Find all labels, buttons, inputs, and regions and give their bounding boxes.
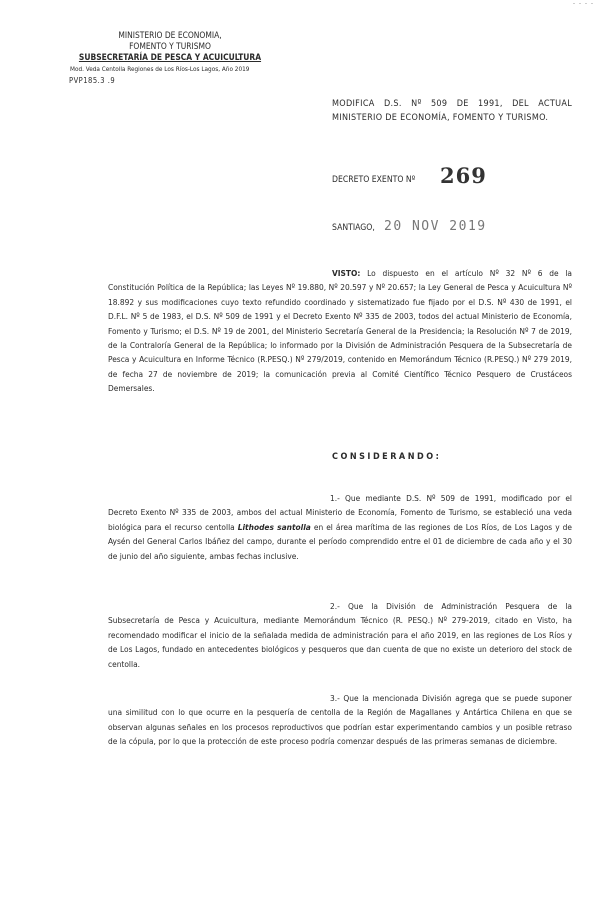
considerando-2: 2.- Que la División de Administración Pesquera de la Subsecretaría de Pesca y Acuicultura, mediante Memorándum Técnico (R. PESQ.) Nº 279-2019, citado en Visto, ha recomendado modificar el inicio de la señalada medida de administración para el año 2019, en las regiones de Los Ríos y de Los Lagos, fundado en antecedentes biológicos y pesqueros que dan cuenta de que no existe un deterioro del stock de centolla. xyxy=(108,601,572,669)
visto-label: VISTO: xyxy=(332,268,361,278)
decree-number: 269 xyxy=(440,163,487,188)
considerando-1 xyxy=(108,491,572,563)
corner-mark: · · · · xyxy=(573,0,594,8)
visto-paragraph xyxy=(108,266,572,396)
decree-title: MODIFICA D.S. Nº 509 DE 1991, DEL ACTUAL MINISTERIO DE ECONOMÍA, FOMENTO Y TURISMO. xyxy=(332,99,572,123)
decree-label: DECRETO EXENTO Nº xyxy=(332,175,416,185)
file-number: PVP185.3 .9 xyxy=(69,76,116,85)
considerando-3: 3.- Que la mencionada División agrega que se puede suponer una similitud con lo que ocurre en la pesquería de centolla de la Región de Magallanes y Antártica Chilena en que se observan algunas señales en los procesos reproductivos que podrían estar experimentando cambios y un posible retraso de la cópula, por lo que la protección de este proceso podría comenzar después de las primeras semanas de diciembre. xyxy=(108,693,572,747)
c1-text-cont: en el área marítima de las regiones de Los Ríos, de Los Lagos y de Aysén del General Carlos Ibáñez del campo, durante el período comprendido entre el 01 de diciembre de cada año y el 30 de junio del año siguiente, ambas fechas inclusive. xyxy=(108,521,572,561)
date-stamp: 20 NOV 2019 xyxy=(384,219,487,234)
visto-text: Lo dispuesto en el artículo Nº 32 Nº 6 de la Constitución Política de la República; las Leyes Nº 19.880, Nº 20.597 y Nº 20.657; la Ley General de Pesca y Acuicultura Nº 18.892 y sus modificaciones cuyo texto refundido coordinado y sistematizado fue fijado por el D.S. Nº 430 de 1991, el D.F.L. Nº 5 de 1983, el D.S. Nº 509 de 1991 y el Decreto Exento Nº 335 de 2003, todos del actual Ministerio de Economía, Fomento y Turismo; el D.S. Nº 19 de 2001, del Ministerio Secretaría General de la Presidencia; la Resolución Nº 7 de 2019, de la Contraloría General de la República; lo informado por la División de Administración Pesquera de la Subsecretaría de Pesca y Acuicultura en Informe Técnico (R.PESQ.) Nº 279/2019, contenido en Memorándum Técnico (R.PESQ.) Nº 279 2019, de fecha 27 de noviembre de 2019; la comunicación previa al Comité Científico Técnico Pesquero de Crustáceos Demersales. xyxy=(108,268,572,394)
ministry-name: MINISTERIO DE ECONOMIA, xyxy=(118,30,222,40)
letterhead xyxy=(70,30,310,86)
place-label: SANTIAGO, xyxy=(332,223,375,233)
subsecretaria-name: SUBSECRETARÍA DE PESCA Y ACUICULTURA xyxy=(78,52,262,62)
considerando-heading: CONSIDERANDO: xyxy=(332,452,442,462)
document-reference: Mod. Veda Centolla Regiones de Los Ríos-Los Lagos, Año 2019 xyxy=(70,65,250,73)
c1-text: 1.- Que mediante D.S. Nº 509 de 1991, modificado por el Decreto Exento Nº 335 de 2003, ambos del actual Ministerio de Economía, Fomento de Turismo, se estableció una veda biológica para el recurso centolla xyxy=(108,493,572,532)
ministry-name-cont: FOMENTO Y TURISMO xyxy=(129,41,211,51)
species-name: Lithodes santolla xyxy=(237,521,311,532)
